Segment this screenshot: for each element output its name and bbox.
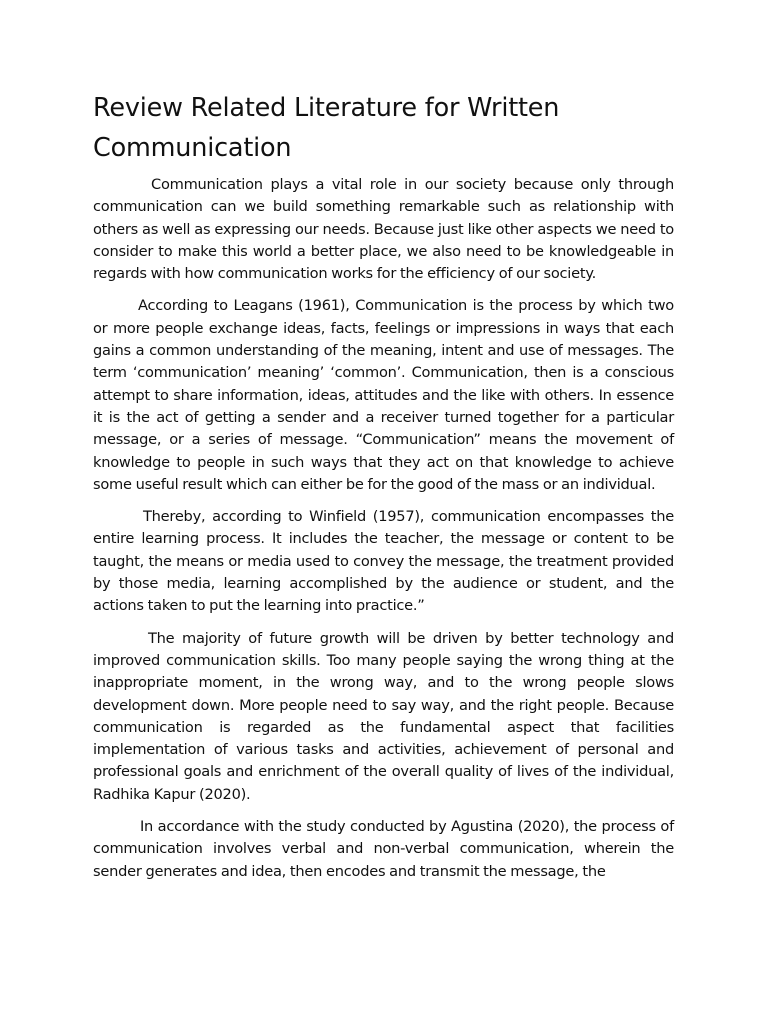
paragraph-3: Thereby, according to Winfield (1957), communication encompasses the entire learning process. It includes the teacher, the message or content to be taught, the means or media used to convey the message, the treatment provided by those media, learning accomplished by the audience or student, and the actions taken to put the learning into practice.”	[93, 508, 674, 615]
paragraph-4: The majority of future growth will be driven by better technology and improved communication skills. Too many people saying the wrong thing at the inappropriate moment, in the wrong way, and to the wrong people slows development down. More people need to say way, and the right people. Because communication is regarded as the fundamental aspect that facilities implementation of various tasks and activities, achievement of personal and professional goals and enrichment of the overall quality of lives of the individual, Radhika Kapur (2020).	[93, 629, 674, 803]
paragraph-1: Communication plays a vital role in our society because only through communication can we build something remarkable such as relationship with others as well as expressing our needs. Because just like other aspects we need to consider to make this world a better place, we also need to be knowledgeable in regards with how communication works for the efficiency of our society.	[93, 176, 674, 283]
document-body	[93, 174, 674, 893]
document-title: Review Related Literature for Written Communication	[93, 93, 560, 163]
paragraph-5: In accordance with the study conducted by Agustina (2020), the process of communication involves verbal and non-verbal communication, wherein the sender generates and idea, then encodes and transmit the message, the	[93, 818, 674, 880]
paragraph-2: According to Leagans (1961), Communication is the process by which two or more people exchange ideas, facts, feelings or impressions in ways that each gains a common understanding of the meaning, intent and use of messages. The term ‘communication’ meaning’ ‘common’. Communication, then is a conscious attempt to share information, ideas, attitudes and the like with others. In essence it is the act of getting a sender and a receiver turned together for a particular message, or a series of message. “Communication” means the movement of knowledge to people in such ways that they act on that knowledge to achieve some useful result which can either be for the good of the mass or an individual.	[93, 297, 674, 493]
